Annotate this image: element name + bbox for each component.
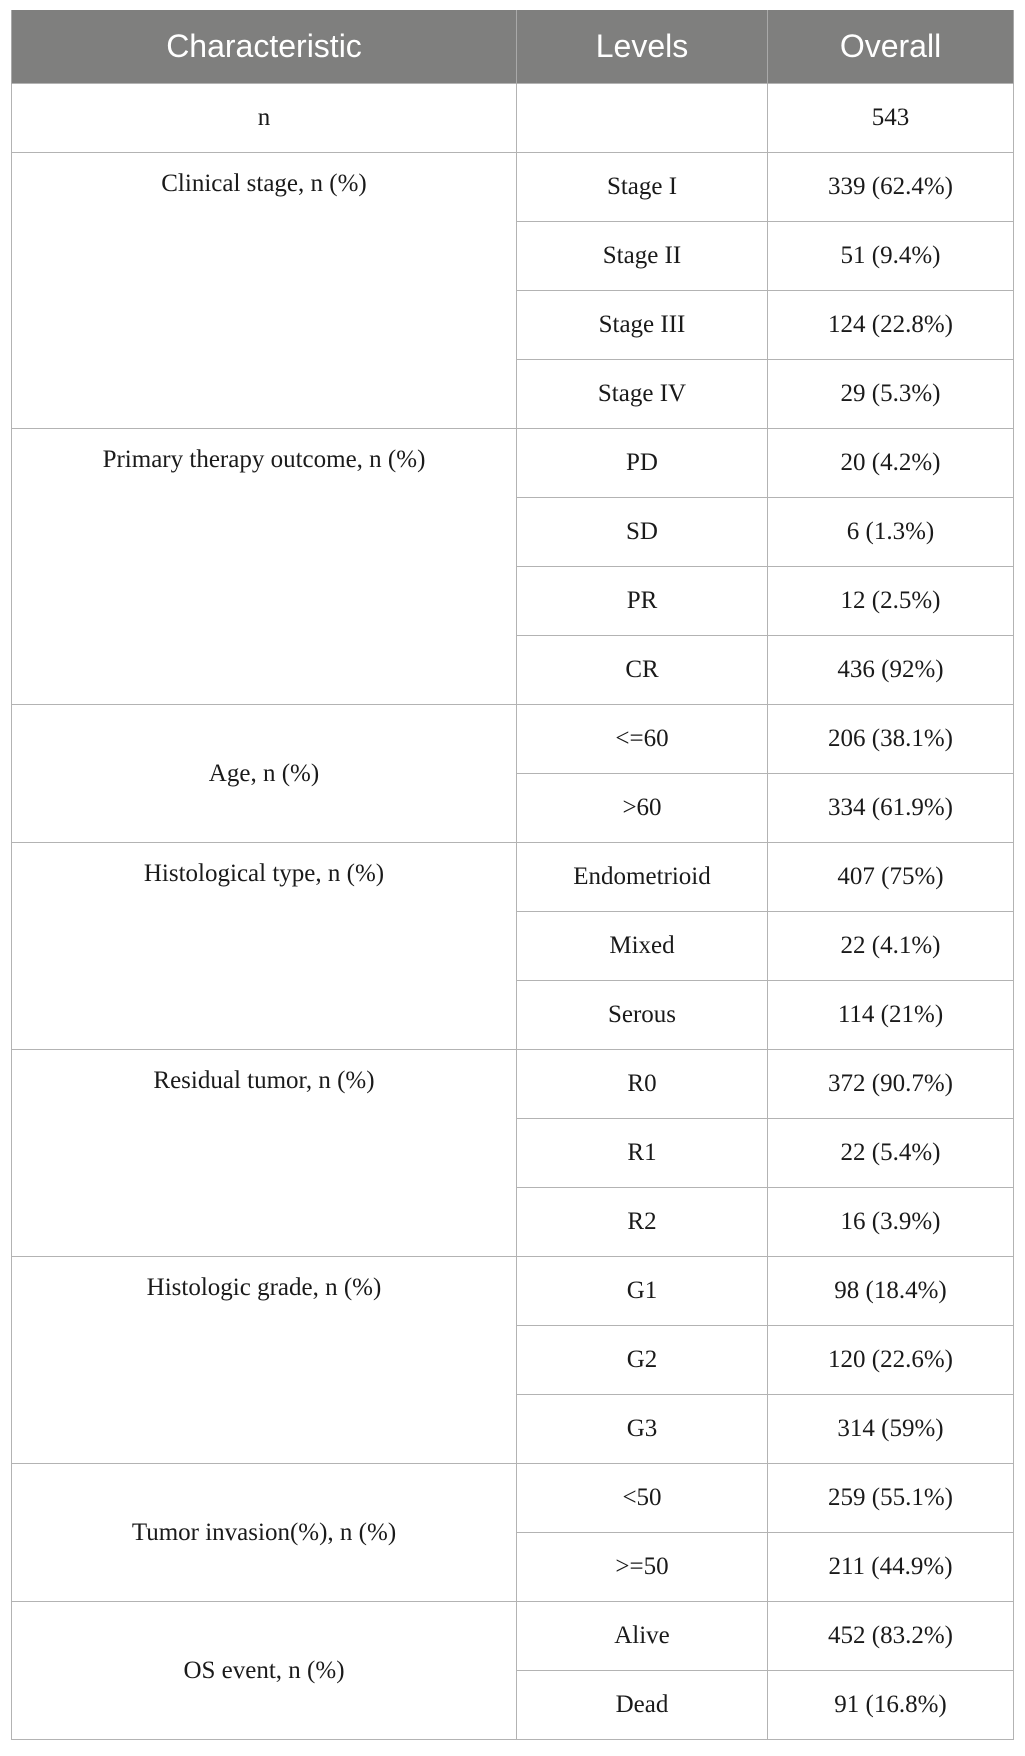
level-cell: Dead	[517, 1671, 768, 1740]
level-cell: Stage I	[517, 153, 768, 222]
level-cell: R1	[517, 1119, 768, 1188]
characteristic-cell: Tumor invasion(%), n (%)	[12, 1464, 517, 1602]
level-cell: G3	[517, 1395, 768, 1464]
overall-cell: 98 (18.4%)	[768, 1257, 1014, 1326]
overall-cell: 22 (5.4%)	[768, 1119, 1014, 1188]
level-cell: G2	[517, 1326, 768, 1395]
characteristic-cell: Clinical stage, n (%)	[12, 153, 517, 429]
level-cell: R0	[517, 1050, 768, 1119]
overall-cell: 436 (92%)	[768, 636, 1014, 705]
overall-cell: 120 (22.6%)	[768, 1326, 1014, 1395]
overall-cell: 16 (3.9%)	[768, 1188, 1014, 1257]
table-row	[12, 705, 1014, 774]
table-row	[12, 1257, 1014, 1326]
header-overall: Overall	[768, 10, 1014, 84]
level-cell: Serous	[517, 981, 768, 1050]
header-characteristic: Characteristic	[12, 10, 517, 84]
overall-cell: 452 (83.2%)	[768, 1602, 1014, 1671]
overall-cell: 114 (21%)	[768, 981, 1014, 1050]
characteristic-cell: Primary therapy outcome, n (%)	[12, 429, 517, 705]
level-cell: Mixed	[517, 912, 768, 981]
table-row	[12, 429, 1014, 498]
level-cell: SD	[517, 498, 768, 567]
level-cell: >60	[517, 774, 768, 843]
overall-cell: 543	[768, 84, 1014, 153]
table-row	[12, 1602, 1014, 1671]
characteristic-cell: n	[12, 84, 517, 153]
overall-cell: 372 (90.7%)	[768, 1050, 1014, 1119]
table-row	[12, 1464, 1014, 1533]
overall-cell: 29 (5.3%)	[768, 360, 1014, 429]
header-row	[12, 10, 1014, 84]
level-cell: PR	[517, 567, 768, 636]
level-cell: >=50	[517, 1533, 768, 1602]
overall-cell: 206 (38.1%)	[768, 705, 1014, 774]
overall-cell: 259 (55.1%)	[768, 1464, 1014, 1533]
overall-cell: 211 (44.9%)	[768, 1533, 1014, 1602]
overall-cell: 51 (9.4%)	[768, 222, 1014, 291]
header-levels: Levels	[517, 10, 768, 84]
table-row	[12, 843, 1014, 912]
characteristic-cell: Histologic grade, n (%)	[12, 1257, 517, 1464]
overall-cell: 339 (62.4%)	[768, 153, 1014, 222]
characteristic-cell: Residual tumor, n (%)	[12, 1050, 517, 1257]
overall-cell: 314 (59%)	[768, 1395, 1014, 1464]
table-container	[11, 10, 1014, 1740]
characteristic-cell: Histological type, n (%)	[12, 843, 517, 1050]
characteristics-table	[11, 10, 1014, 1740]
table-row	[12, 153, 1014, 222]
overall-cell: 12 (2.5%)	[768, 567, 1014, 636]
level-cell: <=60	[517, 705, 768, 774]
level-cell: Alive	[517, 1602, 768, 1671]
level-cell	[517, 84, 768, 153]
level-cell: <50	[517, 1464, 768, 1533]
overall-cell: 6 (1.3%)	[768, 498, 1014, 567]
level-cell: G1	[517, 1257, 768, 1326]
overall-cell: 334 (61.9%)	[768, 774, 1014, 843]
table-row	[12, 1050, 1014, 1119]
characteristic-cell: Age, n (%)	[12, 705, 517, 843]
overall-cell: 91 (16.8%)	[768, 1671, 1014, 1740]
overall-cell: 407 (75%)	[768, 843, 1014, 912]
level-cell: Stage II	[517, 222, 768, 291]
overall-cell: 124 (22.8%)	[768, 291, 1014, 360]
overall-cell: 22 (4.1%)	[768, 912, 1014, 981]
overall-cell: 20 (4.2%)	[768, 429, 1014, 498]
level-cell: CR	[517, 636, 768, 705]
table-row	[12, 84, 1014, 153]
level-cell: Stage IV	[517, 360, 768, 429]
level-cell: Stage III	[517, 291, 768, 360]
characteristic-cell: OS event, n (%)	[12, 1602, 517, 1740]
level-cell: Endometrioid	[517, 843, 768, 912]
level-cell: PD	[517, 429, 768, 498]
level-cell: R2	[517, 1188, 768, 1257]
